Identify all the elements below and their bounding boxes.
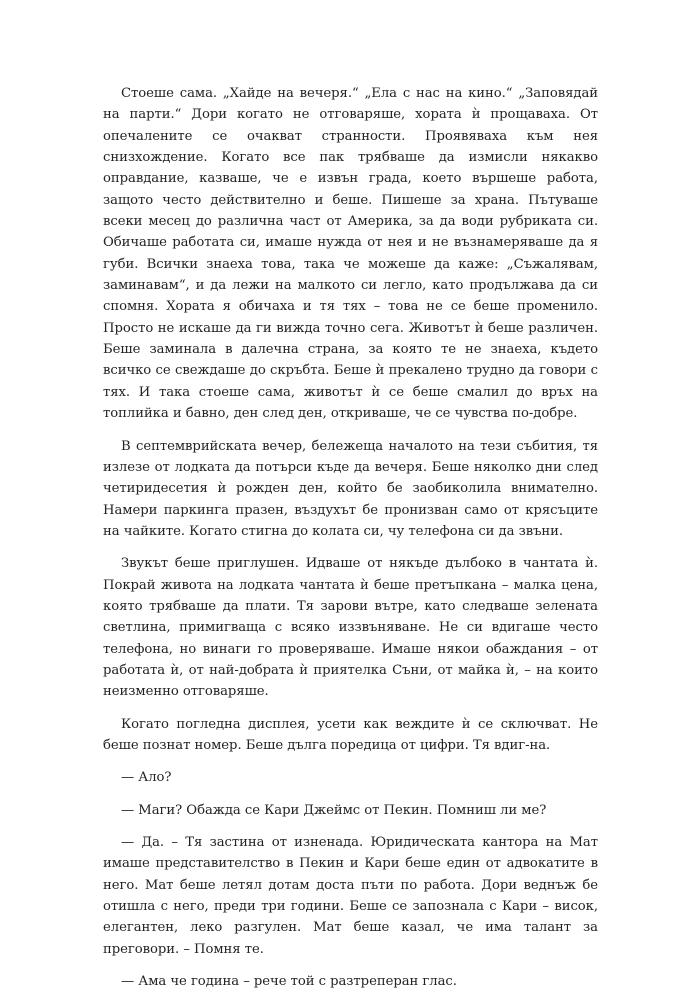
dialogue-line: — Да. – Тя застина от изненада. Юридическата кантора на Мат имаше представителство в Пекин и Кари беше един от адвокатите в него. Мат беше летял дотам доста пъти по работа. Дори веднъж бе отишла с него, преди три години. Беше се запознала с Кари – висок, елегантен, леко разгулен. Мат беше казал, че има талант за преговори. – Помня те. [103, 835, 598, 957]
book-page [103, 83, 598, 1003]
paragraph: Звукът беше приглушен. Идваше от някъде дълбоко в чантата ѝ. Покрай живота на лодката чантата ѝ беше претъпкана – малка цена, която трябваше да плати. Тя зарови вътре, като следваше зелената светлина, примигваща с всяко иззвъняване. Не си вдигаше често телефона, но винаги го проверяваше. Имаше някои обаждания – от работата ѝ, от най-добрата ѝ приятелка Съни, от майка ѝ, – на които неизменно отговаряше. [103, 556, 598, 700]
dialogue-line: — Ама че година – рече той с разтреперан глас. [121, 974, 457, 990]
dialogue-line: — Ало? [121, 770, 172, 786]
paragraph: В септемврийската вечер, бележеща началото на тези събития, тя излезе от лодката да потърси къде да вечеря. Беше няколко дни след четиридесетия ѝ рожден ден, който бе заобиколила внимателно. Намери паркинга празен, въздухът бе пронизван само от крясъците на чайките. Когато стигна до колата си, чу телефона си да звъни. [103, 438, 598, 539]
dialogue-line: — Маги? Обажда се Кари Джеймс от Пекин. Помниш ли ме? [121, 802, 547, 818]
paragraph: Стоеше сама. „Хайде на вечеря.“ „Ела с нас на кино.“ „Заповядай на парти.“ Дори когато не отговаряше, хората ѝ прощаваха. От опечалените се очакват странности. Проявяваха към нея снизхождение. Когато все пак трябваше да измисли някакво оправдание, казваше, че е извън града, което вършеше работа, защото често действително и беше. Пишеше за храна. Пътуваше всеки месец до различна част от Америка, за да води рубриката си. Обичаше работата си, имаше нужда от нея и не възнамеряваше да я губи. Всички знаеха това, така че можеше да каже: „Съжалявам, заминавам“, и да лежи на малкото си легло, като продължава да си спомня. Хората я обичаха и тя тях – това не се беше променило. Просто не искаше да ги вижда точно сега. Животът ѝ беше различен. Беше заминала в далечна страна, за която те не знаеха, където всичко се свеждаше до скръбта. Беше ѝ прекалено трудно да говори с тях. И така стоеше сама, животът ѝ се беше смалил до връх на топлийка и бавно, ден след ден, откриваше, че се чувства по-добре. [103, 86, 598, 422]
paragraph: Когато погледна дисплея, усети как веждите ѝ се сключват. Не беше познат номер. Беше дълга поредица от цифри. Тя вдиг-на. [103, 716, 598, 753]
